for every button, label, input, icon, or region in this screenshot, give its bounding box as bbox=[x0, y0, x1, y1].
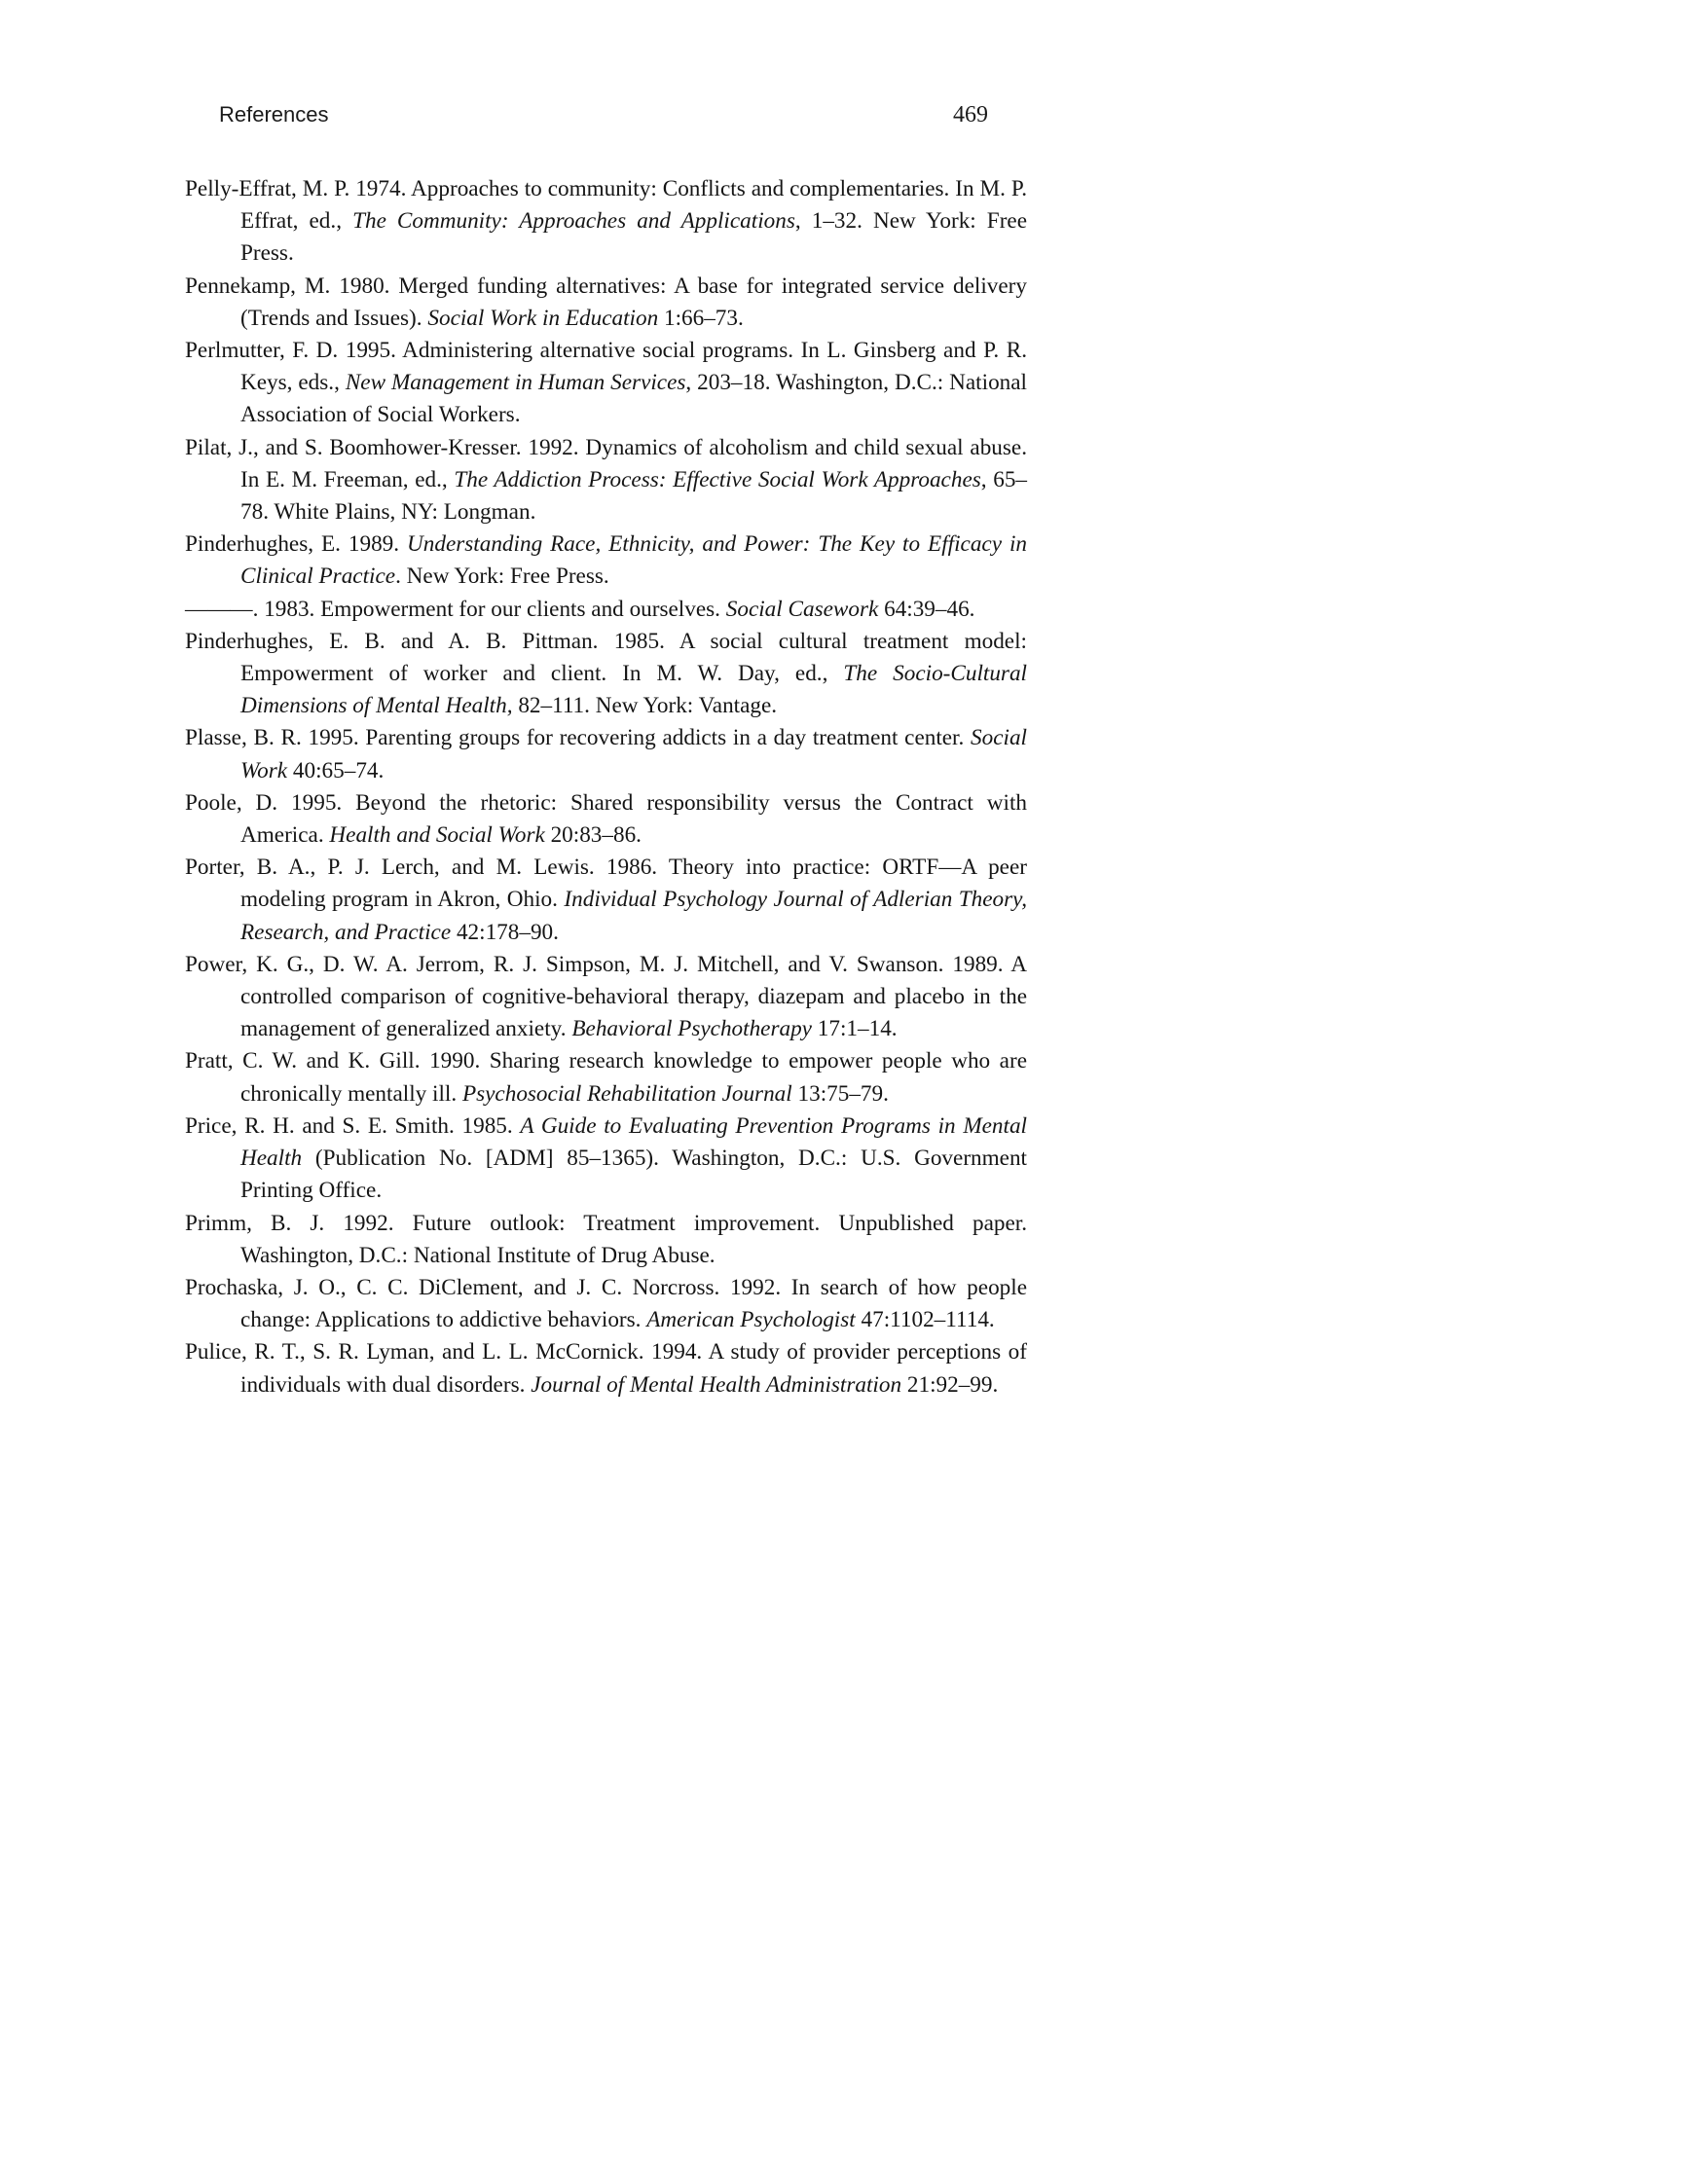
reference-details: (Publication No. [ADM] 85–1365). Washington, D.C.: U.S. Government Printing Office. bbox=[240, 1146, 1027, 1204]
reference-details: 21:92–99. bbox=[901, 1371, 999, 1398]
reference-text: Primm, B. J. 1992. Future outlook: Treatment improvement. Unpublished paper. Washington, D.C.: National Institute of Drug Abuse. bbox=[185, 1210, 1027, 1268]
reference-text: Power, K. G., D. W. A. Jerrom, R. J. Simpson, M. J. Mitchell, and V. Swanson. 1989. A controlled comparison of cognitive-behavioral therapy, diazepam and placebo in the management of generalized anxiety. bbox=[185, 951, 1027, 1042]
reference-text: ———. 1983. Empowerment for our clients and ourselves. bbox=[185, 596, 726, 622]
reference-entry bbox=[185, 173, 1027, 271]
reference-text: Pinderhughes, E. B. and A. B. Pittman. 1985. A social cultural treatment model: Empowerment of worker and client. In M. W. Day, ed., bbox=[185, 628, 1027, 687]
reference-text: Pratt, C. W. and K. Gill. 1990. Sharing research knowledge to empower people who are chronically mentally ill. bbox=[185, 1048, 1027, 1107]
reference-entry bbox=[185, 1272, 1027, 1336]
reference-details: 17:1–14. bbox=[811, 1016, 898, 1042]
reference-text: Perlmutter, F. D. 1995. Administering alternative social programs. In L. Ginsberg and P. R. Keys, eds., bbox=[185, 338, 1027, 396]
reference-entry bbox=[185, 432, 1027, 529]
reference-text: Plasse, B. R. 1995. Parenting groups for recovering addicts in a day treatment center. bbox=[185, 725, 972, 751]
reference-text: Poole, D. 1995. Beyond the rhetoric: Shared responsibility versus the Contract with America. bbox=[185, 789, 1027, 849]
reference-title: New Management in Human Services bbox=[345, 370, 686, 396]
reference-title: Understanding Race, Ethnicity, and Power: The Key to Efficacy in Clinical Practice bbox=[240, 531, 1027, 590]
reference-details: 1:66–73. bbox=[658, 305, 744, 331]
reference-details: . New York: Free Press. bbox=[395, 564, 609, 590]
reference-details: 40:65–74. bbox=[287, 757, 385, 783]
reference-title: A Guide to Evaluating Prevention Programs in Mental Health bbox=[240, 1112, 1027, 1172]
reference-text: Pennekamp, M. 1980. Merged funding alternatives: A base for integrated service delivery (Trends and Issues). bbox=[185, 273, 1027, 331]
reference-title: Individual Psychology Journal of Adlerian Theory, Research, and Practice bbox=[240, 887, 1027, 945]
reference-details: , 1–32. New York: Free Press. bbox=[240, 208, 1028, 267]
reference-title: The Addiction Process: Effective Social Work Approaches bbox=[454, 466, 981, 492]
reference-entry bbox=[185, 1110, 1027, 1208]
reference-text: Pinderhughes, E. 1989. bbox=[185, 531, 408, 558]
reference-details: 42:178–90. bbox=[451, 919, 559, 945]
reference-details: 64:39–46. bbox=[878, 596, 975, 622]
running-head bbox=[219, 98, 988, 131]
reference-text: Porter, B. A., P. J. Lerch, and M. Lewis. 1986. Theory into practice: ORTF—A peer modeling program in Akron, Ohio. bbox=[185, 855, 1027, 913]
reference-text: Prochaska, J. O., C. C. DiClement, and J. C. Norcross. 1992. In search of how people change: Applications to addictive behaviors. bbox=[185, 1274, 1027, 1333]
reference-details: 82–111. New York: Vantage. bbox=[512, 693, 778, 719]
reference-title: American Psychologist bbox=[646, 1307, 856, 1333]
reference-entry bbox=[185, 787, 1027, 852]
reference-entry bbox=[185, 722, 1027, 786]
reference-details: 20:83–86. bbox=[544, 822, 642, 849]
reference-title: Health and Social Work bbox=[329, 822, 545, 849]
reference-entry bbox=[185, 594, 1027, 626]
page-number: 469 bbox=[953, 102, 988, 127]
reference-title: Social Work bbox=[240, 725, 1027, 783]
reference-list bbox=[185, 173, 1027, 1401]
reference-title: The Socio-Cultural Dimensions of Mental Health, bbox=[240, 661, 1027, 719]
reference-details: , 65–78. White Plains, NY: Longman. bbox=[240, 466, 1028, 526]
reference-details: 47:1102–1114. bbox=[855, 1307, 995, 1333]
reference-title: Behavioral Psychotherapy bbox=[571, 1016, 812, 1042]
section-title: References bbox=[219, 102, 329, 127]
reference-text: Pelly-Effrat, M. P. 1974. Approaches to community: Conflicts and complementaries. In M. P. Effrat, ed., bbox=[185, 176, 1027, 235]
reference-title: Social Work in Education bbox=[427, 305, 659, 331]
reference-entry bbox=[185, 528, 1027, 593]
reference-entry bbox=[185, 949, 1027, 1046]
reference-entry bbox=[185, 271, 1027, 335]
reference-entry bbox=[185, 1045, 1027, 1110]
reference-details: , 203–18. Washington, D.C.: National Association of Social Workers. bbox=[240, 370, 1027, 428]
reference-title: Social Casework bbox=[725, 596, 879, 622]
reference-details: 13:75–79. bbox=[791, 1080, 889, 1107]
reference-text: Pulice, R. T., S. R. Lyman, and L. L. McCornick. 1994. A study of provider perceptions of individuals with dual disorders. bbox=[185, 1339, 1027, 1398]
reference-entry bbox=[185, 1208, 1027, 1272]
reference-title: The Community: Approaches and Applications bbox=[352, 208, 795, 235]
reference-text: Pilat, J., and S. Boomhower-Kresser. 1992. Dynamics of alcoholism and child sexual abuse. In E. M. Freeman, ed., bbox=[185, 434, 1027, 492]
reference-entry bbox=[185, 852, 1027, 949]
reference-text: Price, R. H. and S. E. Smith. 1985. bbox=[185, 1112, 521, 1139]
reference-entry bbox=[185, 626, 1027, 723]
reference-title: Journal of Mental Health Administration bbox=[531, 1371, 902, 1398]
reference-entry bbox=[185, 335, 1027, 432]
reference-entry bbox=[185, 1336, 1027, 1401]
reference-title: Psychosocial Rehabilitation Journal bbox=[461, 1080, 792, 1107]
